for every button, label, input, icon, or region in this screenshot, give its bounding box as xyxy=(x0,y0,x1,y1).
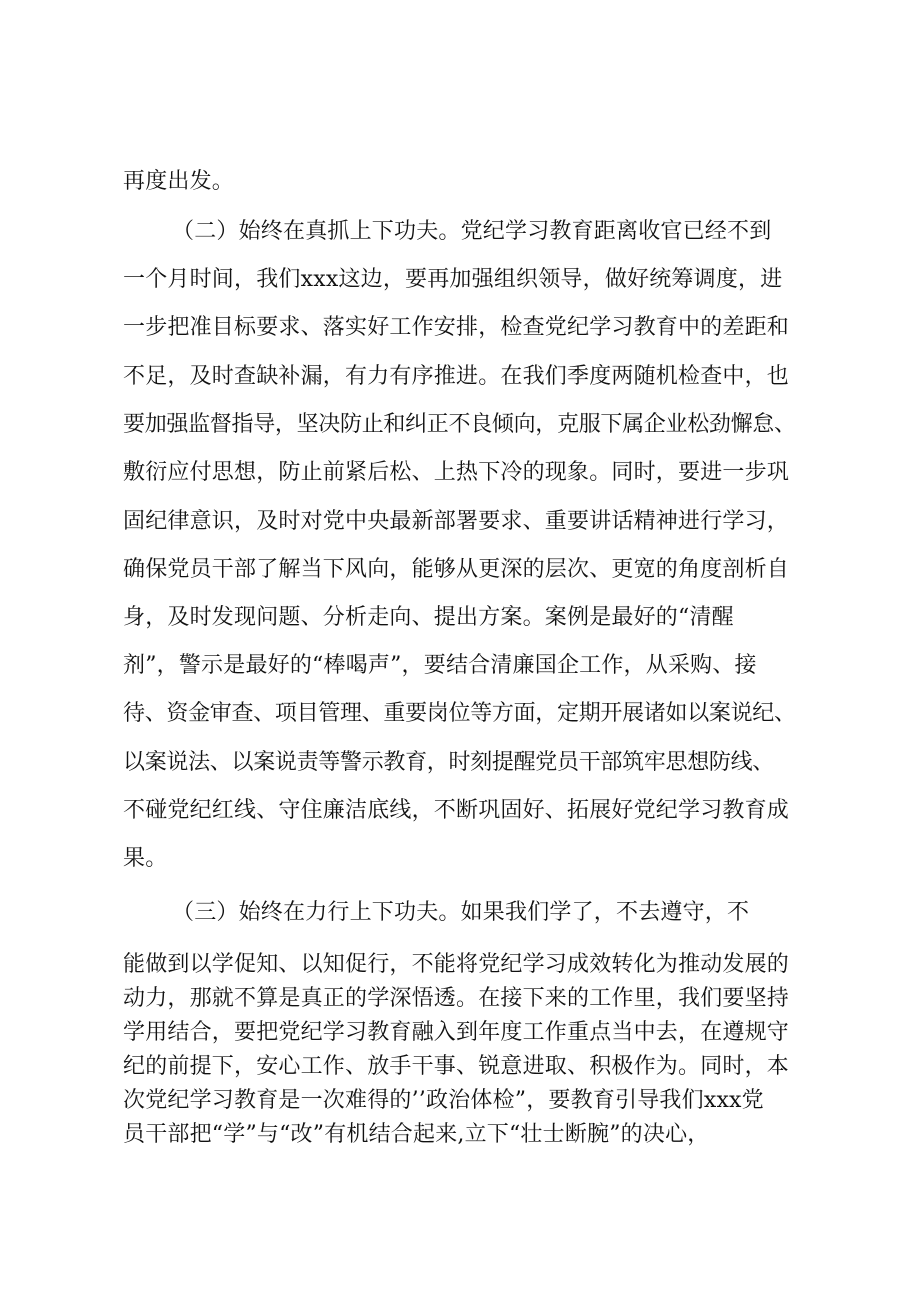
text-line: 敷衍应付思想，防止前紧后松、上热下冷的现象。同时，要进一步巩 xyxy=(123,460,790,485)
text-line: 纪的前提下，安心工作、放手干事、锐意进取、积极作为。同时，本 xyxy=(123,1054,790,1079)
text-line: 确保党员干部了解当下风向，能够从更深的层次、更宽的角度剖析自 xyxy=(123,557,790,582)
text-line: 以案说法、以案说责等警示教育，时刻提醒党员干部筑牢思想防线、 xyxy=(123,750,775,775)
text-line: （三）始终在力行上下功夫。如果我们学了，不去遵守，不 xyxy=(172,900,750,925)
text-line: 能做到以学促知、以知促行，不能将党纪学习成效转化为推动发展的 xyxy=(123,952,790,977)
text-line: 次党纪学习教育是一次难得的’’政治体检”，要教育引导我们xxx党 xyxy=(123,1088,764,1113)
text-line: 剂”，警示是最好的“棒喝声”，要结合清廉国企工作，从采购、接 xyxy=(123,653,757,678)
text-line: 不足，及时查缺补漏，有力有序推进。在我们季度两随机检查中，也 xyxy=(123,364,790,389)
text-line: 一个月时间，我们xxx这边，要再加强组织领导，做好统筹调度，进 xyxy=(123,267,783,292)
text-line: 学用结合，要把党纪学习教育融入到年度工作重点当中去，在遵规守 xyxy=(123,1020,790,1045)
text-line: 要加强监督指导，坚决防止和纠正不良倾向，克服下属企业松劲懈怠、 xyxy=(123,412,796,437)
text-line: 身，及时发现问题、分析走向、提出方案。案例是最好的“清醒 xyxy=(123,605,734,630)
text-line: 待、资金审查、项目管理、重要岗位等方面，定期开展诸如以案说纪、 xyxy=(123,701,796,726)
text-line: 再度出发。 xyxy=(123,169,235,194)
text-line: 果。 xyxy=(123,846,168,871)
text-line: 不碰党纪红线、守住廉洁底线，不断巩固好、拓展好党纪学习教育成 xyxy=(123,798,790,823)
text-line: 一步把准目标要求、落实好工作安排，检查党纪学习教育中的差距和 xyxy=(123,315,790,340)
text-line: 固纪律意识，及时对党中央最新部署要求、重要讲话精神进行学习， xyxy=(123,509,790,534)
text-line: 员干部把“学”与“改”有机结合起来,立下“壮士断腕”的决心， xyxy=(123,1122,710,1147)
text-line: （二）始终在真抓上下功夫。党纪学习教育距离收官已经不到 xyxy=(172,219,772,244)
text-line: 动力，那就不算是真正的学深悟透。在接下来的工作里，我们要坚持 xyxy=(123,986,790,1011)
